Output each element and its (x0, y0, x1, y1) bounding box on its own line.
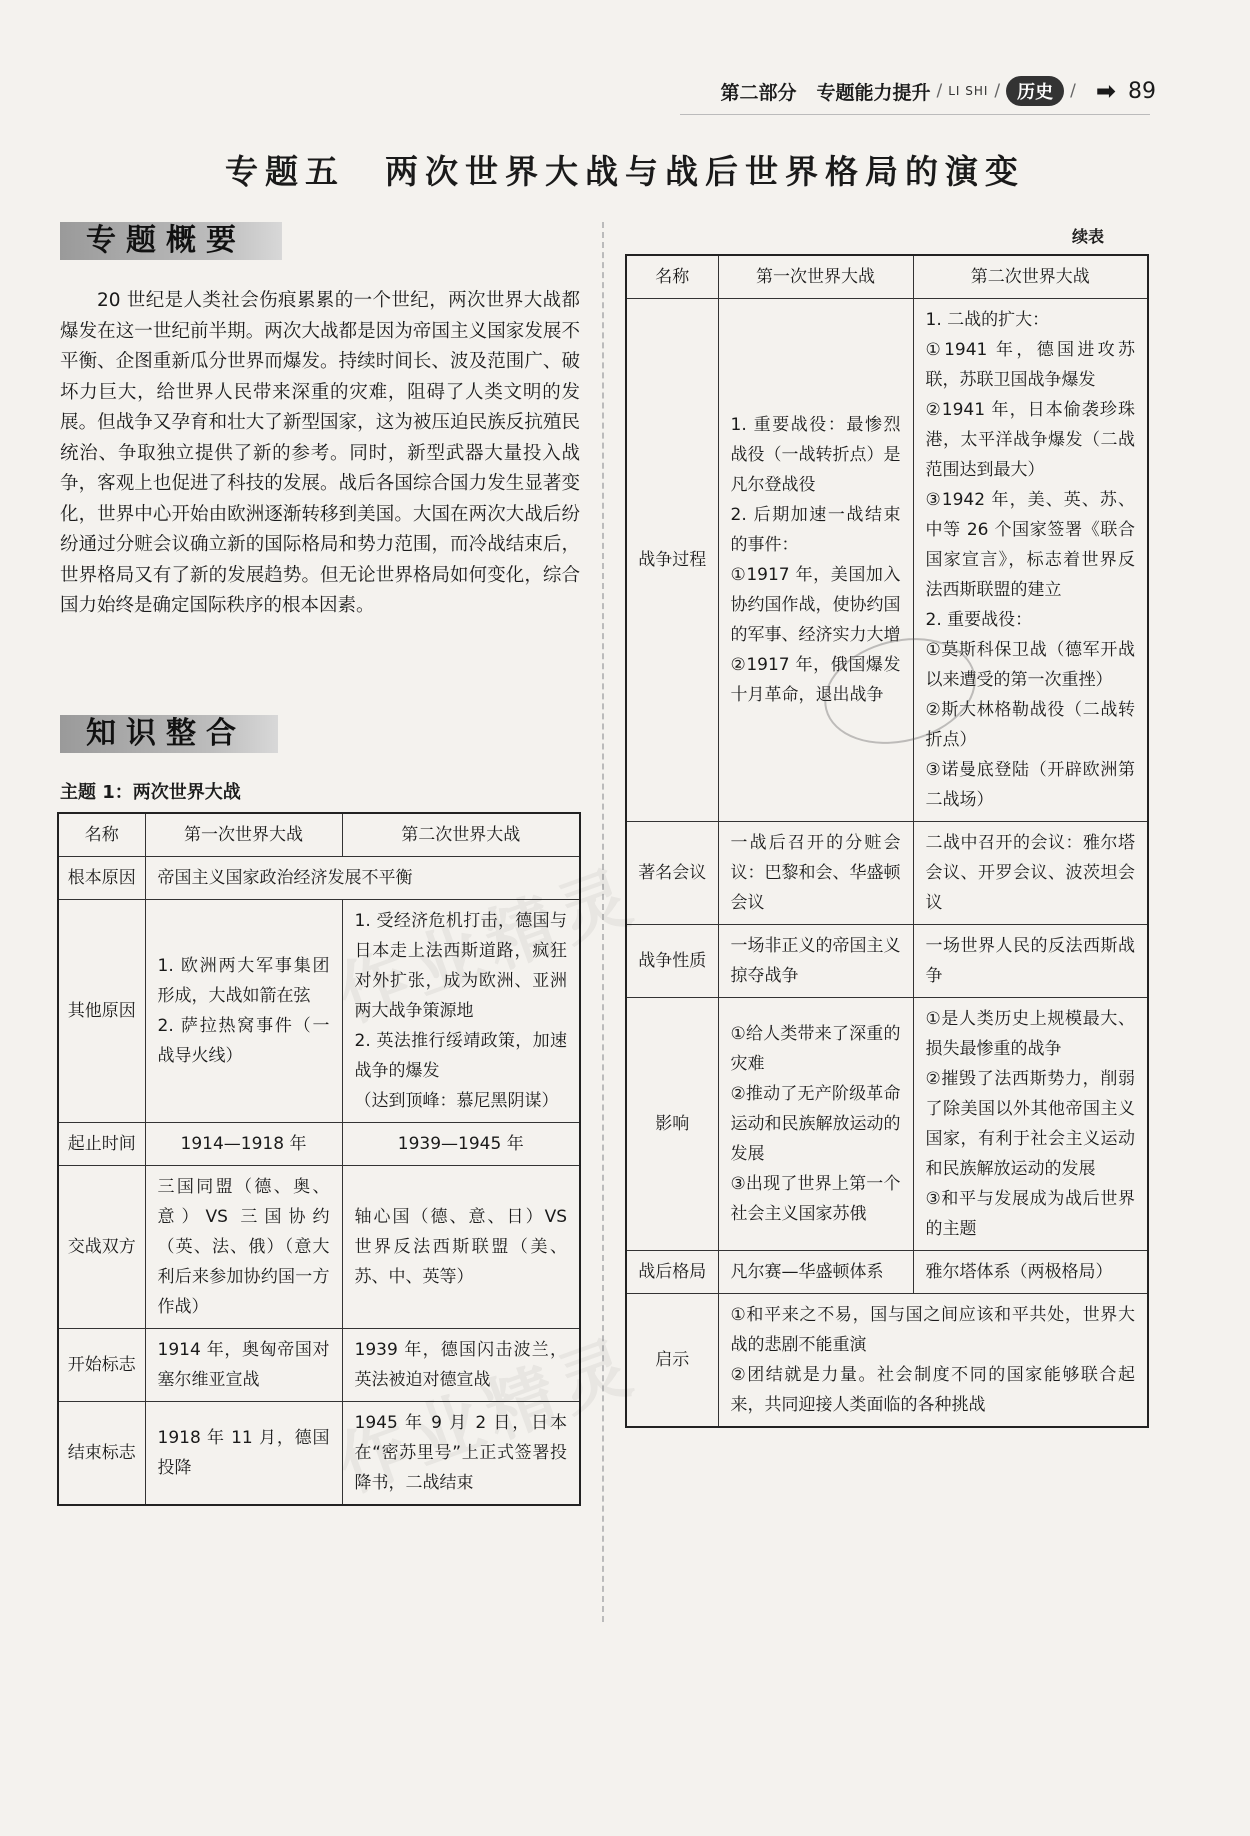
cell: 一场非正义的帝国主义掠夺战争 (718, 925, 913, 998)
row-label: 结束标志 (58, 1402, 145, 1506)
cell: 1914—1918 年 (145, 1123, 342, 1166)
cell: ①给人类带来了深重的灾难 ②推动了无产阶级革命运动和民族解放运动的发展 ③出现了世界上第一个社会主义国家苏俄 (718, 998, 913, 1251)
header-name: 名称 (58, 813, 145, 857)
cell: 1939—1945 年 (342, 1123, 580, 1166)
cell: 轴心国（德、意、日）VS 世界反法西斯联盟（美、苏、中、英等） (342, 1166, 580, 1329)
header-rule (680, 114, 1150, 115)
header-ww1: 第一次世界大战 (718, 255, 913, 299)
cell: 1939 年，德国闪击波兰，英法被迫对德宣战 (342, 1329, 580, 1402)
row-label: 启示 (626, 1294, 718, 1428)
row-label: 著名会议 (626, 822, 718, 925)
table-row (58, 1166, 580, 1329)
separator: / (936, 81, 943, 101)
row-label: 交战双方 (58, 1166, 145, 1329)
pinyin-label: LI SHI (948, 84, 989, 98)
cell: 凡尔赛—华盛顿体系 (718, 1251, 913, 1294)
wars-table-part2 (625, 254, 1149, 1428)
knowledge-heading: 知识整合 (60, 715, 278, 753)
table-row (626, 998, 1148, 1251)
table-row (58, 1123, 580, 1166)
cell: 1918 年 11 月，德国投降 (145, 1402, 342, 1506)
section-label: 第二部分 (720, 81, 797, 104)
row-label: 其他原因 (58, 900, 145, 1123)
table-row (626, 1251, 1148, 1294)
table-header-row (58, 813, 580, 857)
cell: 1. 受经济危机打击，德国与日本走上法西斯道路，疯狂对外扩张，成为欧洲、亚洲两大战争策源地 2. 英法推行绥靖政策，加速战争的爆发 （达到顶峰：慕尼黑阴谋） (342, 900, 580, 1123)
cell: ①和平来之不易，国与国之间应该和平共处，世界大战的悲剧不能重演 ②团结就是力量。社会制度不同的国家能够联合起来，共同迎接人类面临的各种挑战 (718, 1294, 1148, 1428)
table-header-row (626, 255, 1148, 299)
arrow-right-icon: ➡ (1095, 77, 1116, 105)
cell: 1914 年，奥匈帝国对塞尔维亚宣战 (145, 1329, 342, 1402)
cell: 1. 二战的扩大： ①1941 年，德国进攻苏联，苏联卫国战争爆发 ②1941 年，日本偷袭珍珠港，太平洋战争爆发（二战范围达到最大） ③1942 年，美、英、苏、中等 26 个国家签署《联合国家宣言》，标志着世界反法西斯联盟的建立 2. 重要战役： ①莫斯科保卫战（德军开战以来遭受的第一次重挫） ②斯大林格勒战役（二战转折点） ③诺曼底登陆（开辟欧洲第二战场） (913, 299, 1148, 822)
table-row (626, 925, 1148, 998)
row-label: 影响 (626, 998, 718, 1251)
topic-label: 主题 1：两次世界大战 (60, 782, 241, 803)
page-number: 89 (1128, 78, 1156, 104)
overview-heading: 专题概要 (60, 222, 282, 260)
row-label: 战后格局 (626, 1251, 718, 1294)
subject-badge: 历史 (1006, 76, 1064, 106)
page-title: 专题五 两次世界大战与战后世界格局的演变 (225, 152, 1025, 191)
header-name: 名称 (626, 255, 718, 299)
table-row (626, 1294, 1148, 1428)
overview-text: 20 世纪是人类社会伤痕累累的一个世纪，两次世界大战都爆发在这一世纪前半期。两次大战都是因为帝国主义国家发展不平衡、企图重新瓜分世界而爆发。持续时间长、波及范围广、破坏力巨大，给世界人民带来深重的灾难，阻碍了人类文明的发展。但战争又孕育和壮大了新型国家，这为被压迫民族反抗殖民统治、争取独立提供了新的参考。同时，新型武器大量投入战争，客观上也促进了科技的发展。战后各国综合国力发生显著变化，世界中心开始由欧洲逐渐转移到美国。大国在两次大战后纷纷通过分赃会议确立新的国际格局和势力范围，而冷战结束后，世界格局又有了新的发展趋势。但无论世界格局如何变化，综合国力始终是确定国际秩序的根本因素。 (60, 290, 580, 616)
cell: 三国同盟（德、奥、意）VS 三国协约（英、法、俄）（意大利后来参加协约国一方作战） (145, 1166, 342, 1329)
cell: 帝国主义国家政治经济发展不平衡 (145, 857, 580, 900)
row-label: 战争性质 (626, 925, 718, 998)
header-ww2: 第二次世界大战 (913, 255, 1148, 299)
row-label: 根本原因 (58, 857, 145, 900)
row-label: 起止时间 (58, 1123, 145, 1166)
continued-label: 续表 (1072, 227, 1105, 246)
cell: 1945 年 9 月 2 日，日本在“密苏里号”上正式签署投降书，二战结束 (342, 1402, 580, 1506)
cell: 1. 重要战役：最惨烈战役（一战转折点）是凡尔登战役 2. 后期加速一战结束的事件： ①1917 年，美国加入协约国作战，使协约国的军事、经济实力大增 ②1917 年，俄国爆发十月革命，退出战争 (718, 299, 913, 822)
header-ww1: 第一次世界大战 (145, 813, 342, 857)
header-ww2: 第二次世界大战 (342, 813, 580, 857)
row-label: 战争过程 (626, 299, 718, 822)
row-label: 开始标志 (58, 1329, 145, 1402)
cell: 1. 欧洲两大军事集团形成，大战如箭在弦 2. 萨拉热窝事件（一战导火线） (145, 900, 342, 1123)
separator: / (1070, 81, 1076, 101)
cell: ①是人类历史上规模最大、损失最惨重的战争 ②摧毁了法西斯势力，削弱了除美国以外其他帝国主义国家，有利于社会主义运动和民族解放运动的发展 ③和平与发展成为战后世界的主题 (913, 998, 1148, 1251)
cell: 一场世界人民的反法西斯战争 (913, 925, 1148, 998)
cell: 一战后召开的分赃会议：巴黎和会、华盛顿会议 (718, 822, 913, 925)
cell: 二战中召开的会议：雅尔塔会议、开罗会议、波茨坦会议 (913, 822, 1148, 925)
page-header (720, 74, 1156, 108)
table-row (626, 822, 1148, 925)
topic-label: 专题能力提升 (816, 81, 931, 104)
separator: / (994, 81, 1001, 101)
cell: 雅尔塔体系（两极格局） (913, 1251, 1148, 1294)
